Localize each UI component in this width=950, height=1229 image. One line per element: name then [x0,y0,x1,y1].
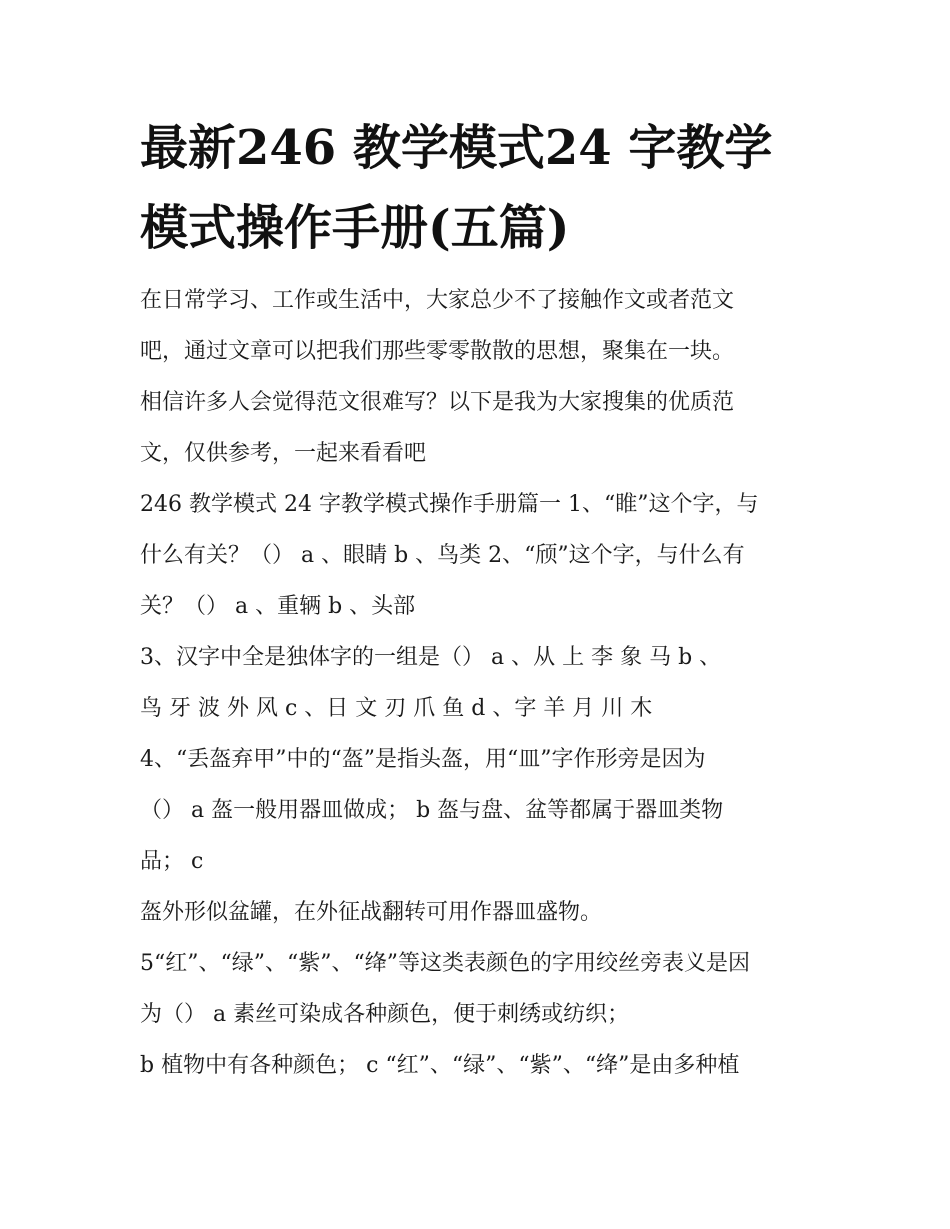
body-line: 文，仅供参考，一起来看看吧 [140,441,427,466]
body-line: 3、汉字中全是独体字的一组是（） a 、从 上 李 象 马 b 、 [140,645,722,670]
body-line: 关？（） a 、重辆 b 、头部 [140,594,416,619]
body-line: b 植物中有各种颜色； c “红”、“绿”、“紫”、“绛”是由多种植 [140,1053,740,1078]
body-line: 5“红”、“绿”、“紫”、“绛”等这类表颜色的字用绞丝旁表义是因 [140,951,750,976]
body-line: 品； c [140,849,204,874]
body-line: 4、“丢盔弃甲”中的“盔”是指头盔，用“皿”字作形旁是因为 [140,747,706,772]
body-line: 什么有关？（） a 、眼睛 b 、鸟类 2、“颀”这个字，与什么有 [140,543,745,568]
body-line: （） a 盔一般用器皿做成； b 盔与盘、盆等都属于器皿类物 [140,798,724,823]
body-line: 盔外形似盆罐，在外征战翻转可用作器皿盛物。 [140,900,603,925]
document-title [140,108,820,268]
body-line: 吧，通过文章可以把我们那些零零散散的思想，聚集在一块。 [140,339,735,364]
title-line-2: 模式操作手册(五篇) [140,200,570,256]
document-body [140,275,820,1091]
body-line: 鸟 牙 波 外 风 c 、日 文 刃 爪 鱼 d 、字 羊 月 川 木 [140,696,653,721]
body-line: 相信许多人会觉得范文很难写？以下是我为大家搜集的优质范 [140,390,735,415]
body-line: 为（） a 素丝可染成各种颜色，便于刺绣或纺织； [140,1002,630,1027]
body-line: 246 教学模式 24 字教学模式操作手册篇一 1、“睢”这个字，与 [140,492,759,517]
body-line: 在日常学习、工作或生活中，大家总少不了接触作文或者范文 [140,288,735,313]
title-line-1: 最新246 教学模式24 字教学 [140,120,773,176]
